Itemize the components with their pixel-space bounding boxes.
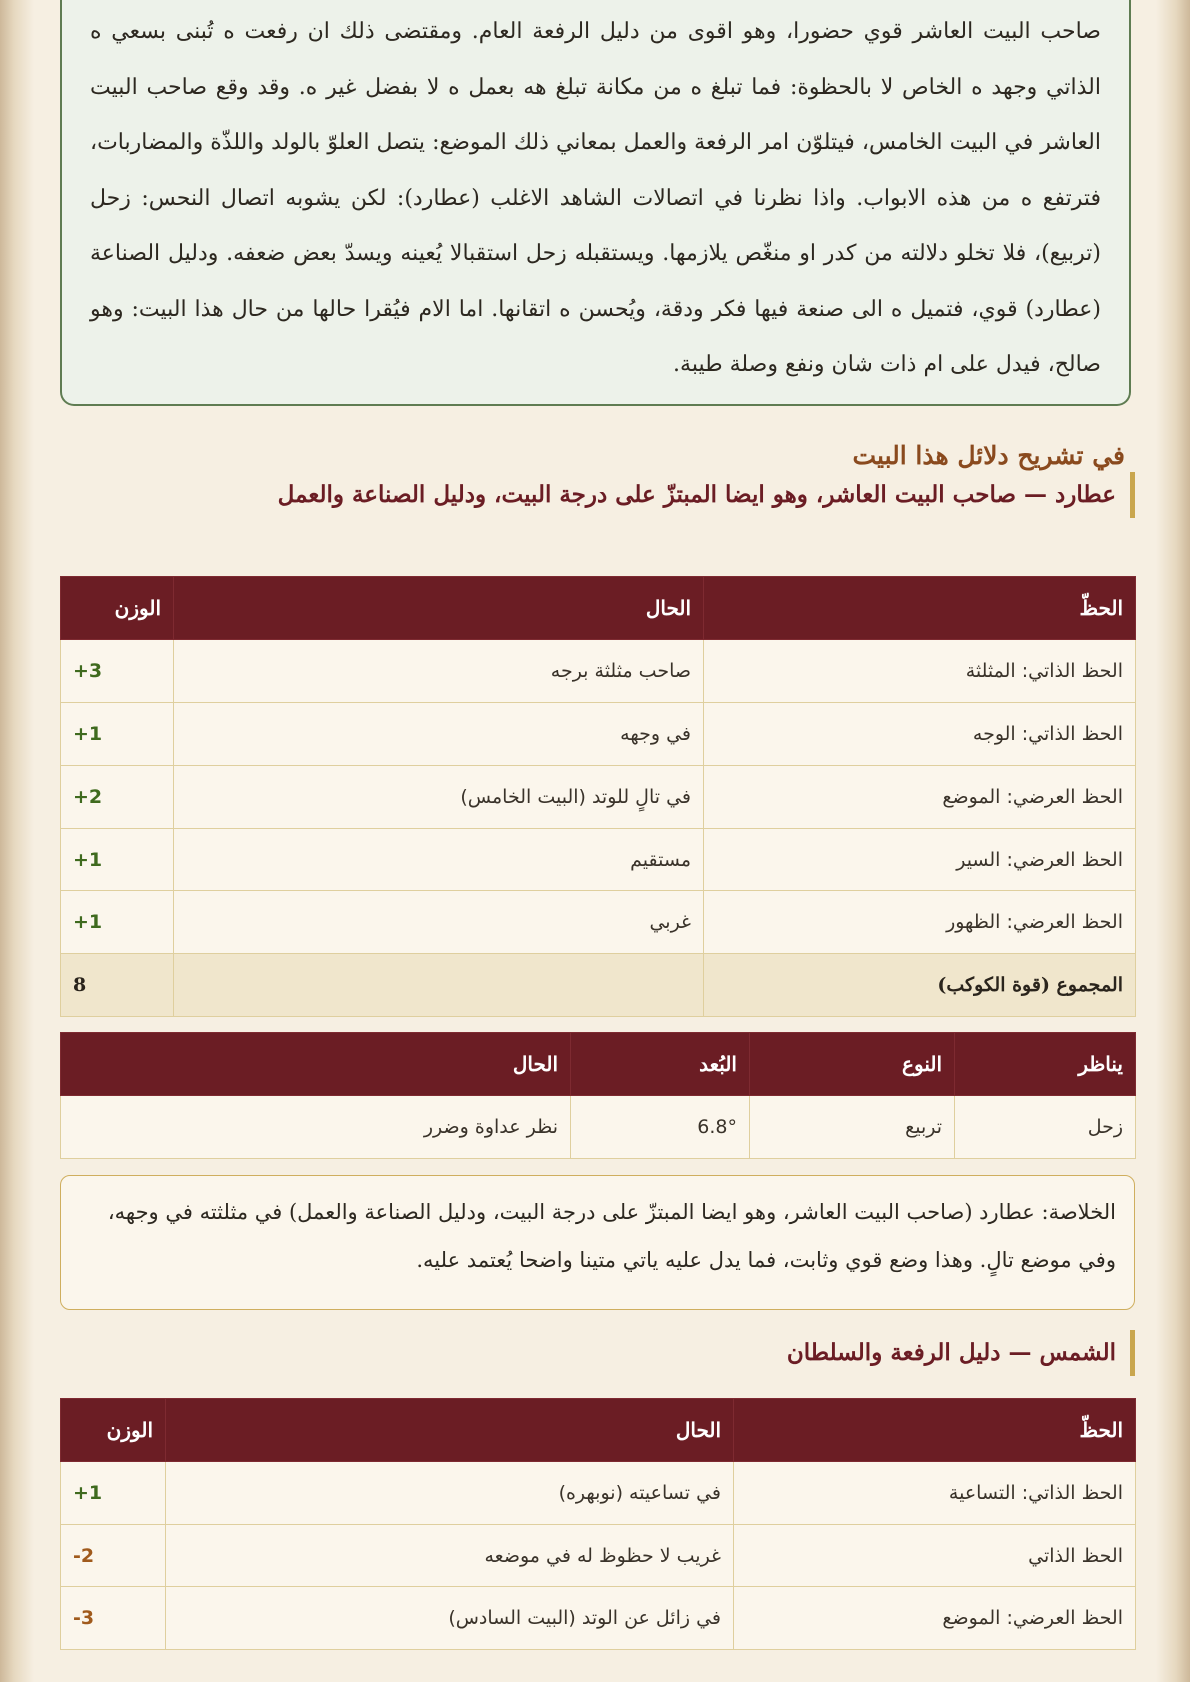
dignity-cell: الحظ الذاتي: التساعية bbox=[734, 1462, 1136, 1525]
table-row bbox=[61, 1587, 1136, 1650]
header-dignity: الحظّ bbox=[734, 1399, 1136, 1462]
total-label: المجموع (قوة الكوكب) bbox=[704, 954, 1136, 1017]
sun-dignity-table bbox=[60, 1398, 1136, 1650]
summary-box bbox=[60, 1175, 1135, 1310]
mercury-aspects-table bbox=[60, 1032, 1136, 1159]
dignity-cell: الحظ العرضي: الموضع bbox=[734, 1587, 1136, 1650]
table-row bbox=[61, 891, 1136, 954]
weight-cell: +1 bbox=[61, 891, 174, 954]
dignity-cell: الحظ العرضي: الظهور bbox=[704, 891, 1136, 954]
planet-cell: زحل bbox=[955, 1096, 1136, 1159]
weight-cell: +1 bbox=[61, 1462, 166, 1525]
dignity-cell: الحظ الذاتي: الوجه bbox=[704, 703, 1136, 766]
total-value: 8 bbox=[61, 954, 174, 1017]
weight-cell: -3 bbox=[61, 1587, 166, 1650]
mercury-heading: عطارد — صاحب البيت العاشر، وهو ايضا المبتزّ على درجة البيت، ودليل الصناعة والعمل bbox=[278, 472, 1135, 518]
table-row bbox=[61, 766, 1136, 829]
header-orb: البُعد bbox=[571, 1033, 750, 1096]
weight-cell: -2 bbox=[61, 1525, 166, 1587]
section-heading: في تشريح دلائل هذا البيت bbox=[852, 441, 1125, 470]
table-row bbox=[61, 640, 1136, 703]
dignity-cell: الحظ الذاتي bbox=[734, 1525, 1136, 1587]
table-header-row bbox=[61, 1033, 1136, 1096]
orb-cell: 6.8° bbox=[571, 1096, 750, 1159]
table-header-row bbox=[61, 1399, 1136, 1462]
state-cell: في تساعيته (نوبهره) bbox=[166, 1462, 734, 1525]
weight-cell: +3 bbox=[61, 640, 174, 703]
weight-cell: +2 bbox=[61, 766, 174, 829]
state-cell: في زائل عن الوتد (البيت السادس) bbox=[166, 1587, 734, 1650]
aspect-state-cell: نظر عداوة وضرر bbox=[61, 1096, 571, 1159]
sun-heading: الشمس — دليل الرفعة والسلطان bbox=[787, 1330, 1135, 1376]
mercury-dignity-table bbox=[60, 576, 1136, 1017]
table-row bbox=[61, 1096, 1136, 1159]
state-cell: غربي bbox=[174, 891, 704, 954]
table-header-row bbox=[61, 577, 1136, 640]
header-state: الحال bbox=[174, 577, 704, 640]
header-dignity: الحظّ bbox=[704, 577, 1136, 640]
aspect-type-cell: تربيع bbox=[750, 1096, 955, 1159]
weight-cell: +1 bbox=[61, 703, 174, 766]
header-weight: الوزن bbox=[61, 577, 174, 640]
state-cell: في وجهه bbox=[174, 703, 704, 766]
header-type: النوع bbox=[750, 1033, 955, 1096]
state-cell: صاحب مثلثة برجه bbox=[174, 640, 704, 703]
state-cell: غريب لا حظوظ له في موضعه bbox=[166, 1525, 734, 1587]
header-planet: يناظر bbox=[955, 1033, 1136, 1096]
intro-paragraph: صاحب البيت العاشر قوي حضورا، وهو اقوى من دليل الرفعة العام. ومقتضى ذلك ان رفعت ه تُبنى بسعي ه الذاتي وجهد ه الخاص لا بالحظوة: فما تبلغ ه من مكانة تبلغ هه بعمل ه لا بفضل غير ه. وقد وقع صاحب البيت العاشر في البيت الخامس، فيتلوّن امر الرفعة والعمل بمعاني ذلك الموضع: يتصل العلوّ بالولد واللذّة والمضاربات، فترتفع ه من هذه الابواب. واذا نظرنا في اتصالات الشاهد الاغلب (عطارد): لكن يشوبه اتصال النحس: زحل (تربيع)، فلا تخلو دلالته من كدر او منغّص يلازمها. ويستقبله زحل استقبالا يُعينه ويسدّ بعض ضعفه. ودليل الصناعة (عطارد) قوي، فتميل ه الى صنعة فيها فكر ودقة، ويُحسن ه اتقانها. اما الام فيُقرا حالها من حال هذا البيت: وهو صالح، فيدل على ام ذات شان ونفع وصلة طيبة. bbox=[90, 19, 1101, 377]
table-row bbox=[61, 829, 1136, 891]
state-cell: في تالٍ للوتد (البيت الخامس) bbox=[174, 766, 704, 829]
header-weight: الوزن bbox=[61, 1399, 166, 1462]
weight-cell: +1 bbox=[61, 829, 174, 891]
dignity-cell: الحظ العرضي: السير bbox=[704, 829, 1136, 891]
header-state: الحال bbox=[166, 1399, 734, 1462]
dignity-cell: الحظ العرضي: الموضع bbox=[704, 766, 1136, 829]
summary-text: الخلاصة: عطارد (صاحب البيت العاشر، وهو ايضا المبتزّ على درجة البيت، ودليل الصناعة والعمل) في مثلثته في وجهه، وفي موضع تالٍ. وهذا وضع قوي وثابت، فما يدل عليه ياتي متينا واضحا يُعتمد عليه. bbox=[107, 1200, 1116, 1272]
total-empty-cell bbox=[174, 954, 704, 1017]
intro-box bbox=[60, 0, 1131, 406]
total-row bbox=[61, 954, 1136, 1017]
dignity-cell: الحظ الذاتي: المثلثة bbox=[704, 640, 1136, 703]
table-row bbox=[61, 703, 1136, 766]
header-aspect-state: الحال bbox=[61, 1033, 571, 1096]
table-row bbox=[61, 1525, 1136, 1587]
table-row bbox=[61, 1462, 1136, 1525]
state-cell: مستقيم bbox=[174, 829, 704, 891]
